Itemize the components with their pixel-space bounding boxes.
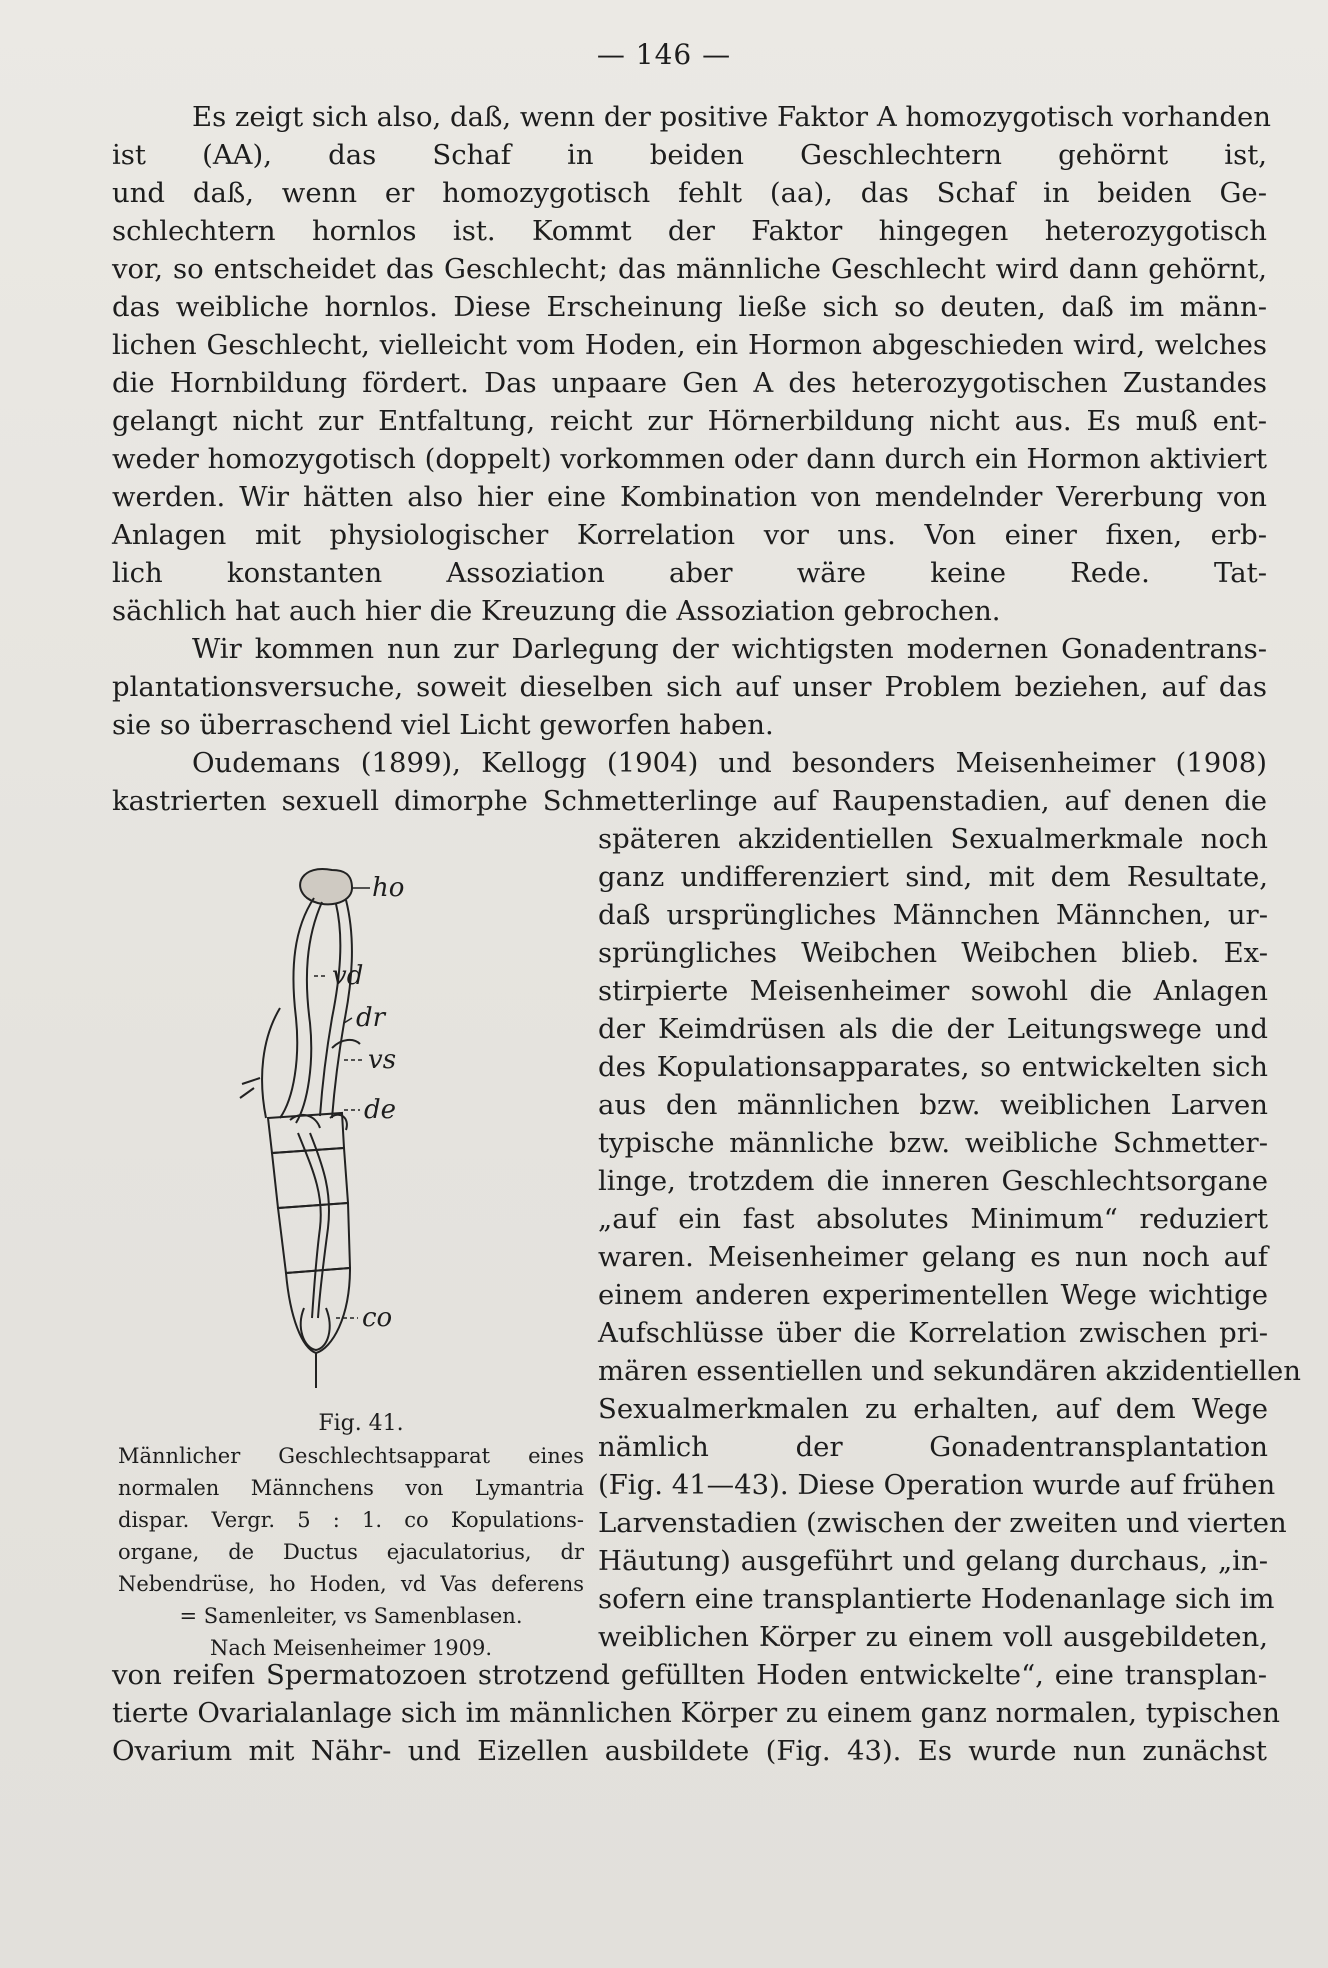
text-line: (Fig. 41—43). Diese Operation wurde auf frühen <box>598 1469 1276 1501</box>
text-line: und daß, wenn er homozygotisch fehlt (aa), das Schaf in beiden Ge- <box>112 177 1267 209</box>
text-line: von reifen Spermatozoen strotzend gefüllten Hoden entwickelte“, eine transplan- <box>112 1659 1267 1691</box>
text-line: Wir kommen nun zur Darlegung der wichtigsten modernen Gonadentrans- <box>192 633 1267 665</box>
caption-line: = Samenleiter, vs Samenblasen. <box>179 1604 523 1628</box>
caption-line: Männlicher Geschlechtsapparat eines <box>118 1444 584 1468</box>
label-dr: dr <box>356 1003 386 1033</box>
text-line: des Kopulationsapparates, so entwickelten sich <box>598 1051 1268 1083</box>
label-vd: vd <box>332 961 364 991</box>
text-line: gelangt nicht zur Entfaltung, reicht zur Hörnerbildung nicht aus. Es muß ent- <box>112 405 1267 437</box>
caption-line: normalen Männchens von Lymantria <box>118 1476 584 1500</box>
text-line: linge, trotzdem die inneren Geschlechtsorgane <box>598 1165 1268 1197</box>
text-line: ist (AA), das Schaf in beiden Geschlechtern gehörnt ist, <box>112 139 1267 171</box>
text-line: Häutung) ausgeführt und gelang durchaus, „in- <box>598 1545 1268 1577</box>
text-line: daß ursprüngliches Männchen Männchen, ur- <box>598 899 1268 931</box>
text-line: weiblichen Körper zu einem voll ausgebildeten, <box>598 1621 1268 1653</box>
figure-number: Fig. 41. <box>318 1411 404 1436</box>
text-line: „auf ein fast absolutes Minimum“ reduziert <box>598 1203 1268 1235</box>
text-line: lichen Geschlecht, vielleicht vom Hoden, ein Hormon abgeschieden wird, welches <box>112 329 1267 361</box>
text-line: einem anderen experimentellen Wege wichtige <box>598 1279 1268 1311</box>
text-line: kastrierten sexuell dimorphe Schmetterlinge auf Raupenstadien, auf denen die <box>112 785 1267 817</box>
caption-line: dispar. Vergr. 5 : 1. co Kopulations- <box>118 1508 584 1532</box>
text-line: Aufschlüsse über die Korrelation zwischen pri- <box>598 1317 1268 1349</box>
label-vs: vs <box>368 1045 397 1075</box>
text-line: die Hornbildung fördert. Das unpaare Gen A des heterozygotischen Zustandes <box>112 367 1267 399</box>
text-line: aus den männlichen bzw. weiblichen Larven <box>598 1089 1268 1121</box>
text-line: weder homozygotisch (doppelt) vorkommen oder dann durch ein Hormon aktiviert <box>112 443 1267 475</box>
text-line: typische männliche bzw. weibliche Schmetter- <box>598 1127 1268 1159</box>
text-line: sofern eine transplantierte Hodenanlage sich im <box>598 1583 1275 1615</box>
page-number: — 146 — <box>596 38 732 71</box>
text-line: Sexualmerkmalen zu erhalten, auf dem Wege <box>598 1393 1268 1425</box>
text-line: Oudemans (1899), Kellogg (1904) und besonders Meisenheimer (1908) <box>192 747 1267 779</box>
caption-line: Nach Meisenheimer 1909. <box>209 1636 493 1660</box>
label-co: co <box>362 1303 393 1333</box>
figure-41-illustration <box>232 848 492 1408</box>
text-line: ganz undifferenziert sind, mit dem Resultate, <box>598 861 1268 893</box>
text-line: vor, so entscheidet das Geschlecht; das männliche Geschlecht wird dann gehörnt, <box>112 253 1267 285</box>
text-line: sprüngliches Weibchen Weibchen blieb. Ex- <box>598 937 1268 969</box>
text-line: sie so überraschend viel Licht geworfen haben. <box>112 709 774 741</box>
label-ho: ho <box>372 873 405 903</box>
text-line: sächlich hat auch hier die Kreuzung die Assoziation gebrochen. <box>112 595 1001 627</box>
text-line: Ovarium mit Nähr- und Eizellen ausbildete (Fig. 43). Es wurde nun zunächst <box>112 1735 1267 1767</box>
text-line: lich konstanten Assoziation aber wäre keine Rede. Tat- <box>112 557 1267 589</box>
text-line: mären essentiellen und sekundären akzidentiellen <box>598 1355 1302 1387</box>
caption-line: Nebendrüse, ho Hoden, vd Vas deferens <box>118 1572 584 1596</box>
text-line: Larvenstadien (zwischen der zweiten und vierten <box>598 1507 1287 1539</box>
text-line: Anlagen mit physiologischer Korrelation vor uns. Von einer fixen, erb- <box>112 519 1267 551</box>
text-line: Es zeigt sich also, daß, wenn der positive Faktor A homozygotisch vorhanden <box>192 101 1271 133</box>
text-line: werden. Wir hätten also hier eine Kombination von mendelnder Vererbung von <box>112 481 1267 513</box>
text-line: der Keimdrüsen als die der Leitungswege und <box>598 1013 1268 1045</box>
text-line: das weibliche hornlos. Diese Erscheinung ließe sich so deuten, daß im männ- <box>112 291 1267 323</box>
text-line: waren. Meisenheimer gelang es nun noch auf <box>598 1241 1268 1273</box>
figure-caption <box>118 1408 584 1664</box>
text-line: nämlich der Gonadentransplantation <box>598 1431 1268 1463</box>
text-line: tierte Ovarialanlage sich im männlichen Körper zu einem ganz normalen, typischen <box>112 1697 1280 1729</box>
text-line: schlechtern hornlos ist. Kommt der Faktor hingegen heterozygotisch <box>112 215 1267 247</box>
caption-line: organe, de Ductus ejaculatorius, dr <box>118 1540 584 1564</box>
text-line: plantationsversuche, soweit dieselben sich auf unser Problem beziehen, auf das <box>112 671 1267 703</box>
label-de: de <box>364 1095 397 1125</box>
text-line: stirpierte Meisenheimer sowohl die Anlagen <box>598 975 1268 1007</box>
text-line: späteren akzidentiellen Sexualmerkmale noch <box>598 823 1268 855</box>
reproductive-apparatus-drawing <box>232 848 492 1408</box>
